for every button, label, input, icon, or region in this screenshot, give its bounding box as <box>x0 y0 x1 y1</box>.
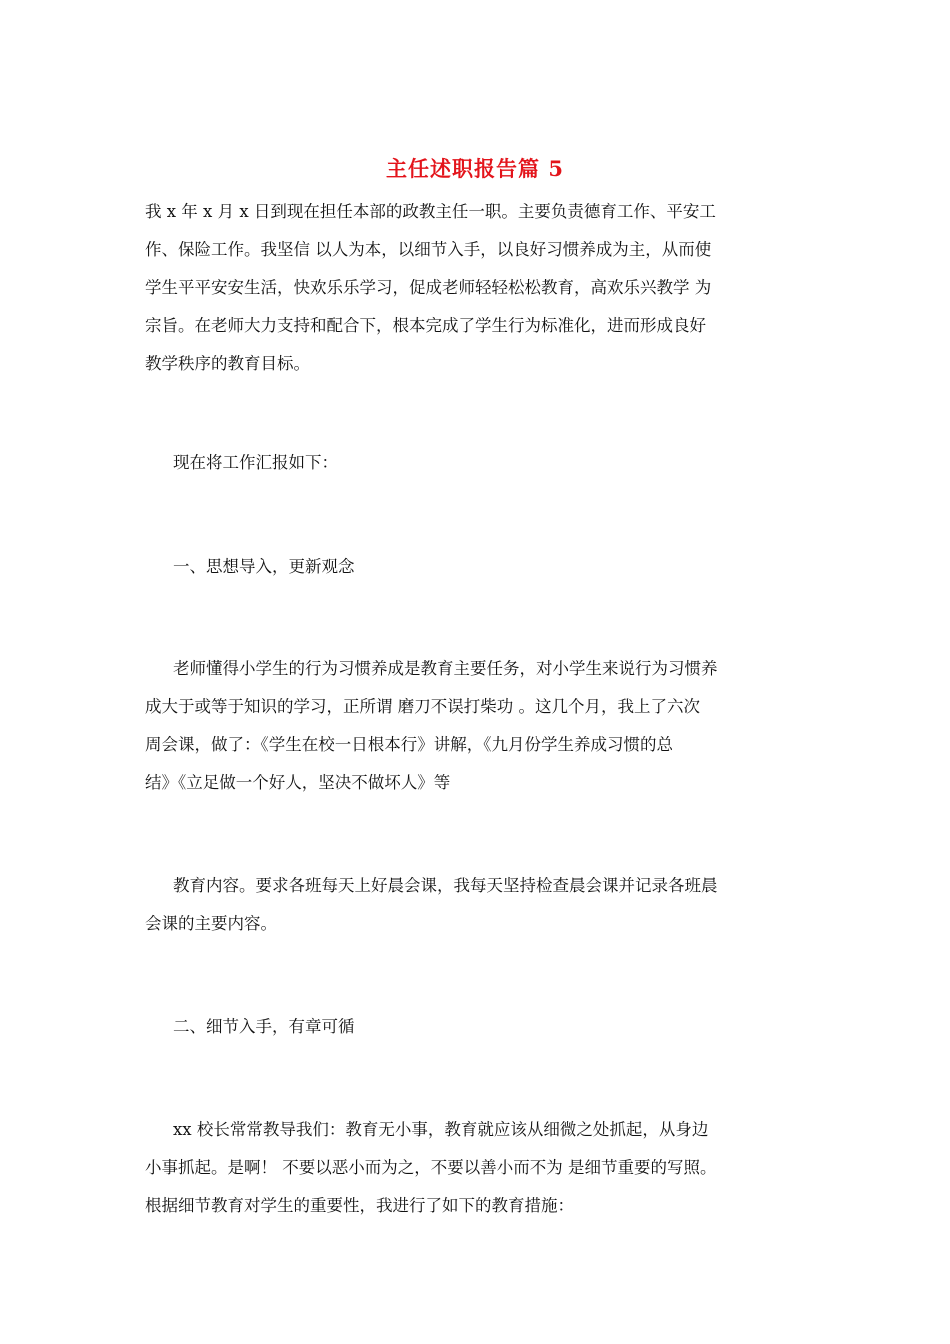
text-line: 我 x 年 x 月 x 日到现在担任本部的政教主任一职。主要负责德育工作、平安工 <box>145 202 716 221</box>
document-title: 主任述职报告篇 5 <box>386 156 564 181</box>
text-line: 老师懂得小学生的行为习惯养成是教育主要任务，对小学生来说行为习惯养 <box>173 659 718 678</box>
text-line: 宗旨。在老师大力支持和配合下，根本完成了学生行为标准化，进而形成良好 <box>145 316 706 335</box>
text-line: 成大于或等于知识的学习，正所谓 磨刀不误打柴功 。这几个月，我上了六次 <box>145 697 700 716</box>
paragraph-education-content <box>145 867 810 943</box>
text-line: 结》《立足做一个好人，坚决不做坏人》等 <box>145 773 451 792</box>
text-line: 教学秩序的教育目标。 <box>145 354 310 373</box>
text-line: 根据细节教育对学生的重要性，我进行了如下的教育措施： <box>145 1196 574 1215</box>
paragraph-intro <box>145 193 810 383</box>
text-line: xx 校长常常教导我们：教育无小事，教育就应该从细微之处抓起，从身边 <box>173 1120 709 1139</box>
text-line: 教育内容。要求各班每天上好晨会课，我每天坚持检查晨会课并记录各班晨 <box>173 876 718 895</box>
text-line: 一、思想导入，更新观念 <box>173 557 355 576</box>
text-line: 会课的主要内容。 <box>145 914 277 933</box>
text-line: 现在将工作汇报如下： <box>173 453 338 472</box>
text-line: 二、细节入手，有章可循 <box>173 1017 355 1036</box>
text-line: 作、保险工作。我坚信 以人为本，以细节入手，以良好习惯养成为主，从而使 <box>145 240 712 259</box>
section-heading-1 <box>145 548 810 586</box>
paragraph-section-2 <box>145 1111 810 1225</box>
text-line: 小事抓起。是啊！ 不要以恶小而为之，不要以善小而不为 是细节重要的写照。 <box>145 1158 717 1177</box>
paragraph-section-1 <box>145 650 810 802</box>
paragraph-report-lead <box>145 444 810 482</box>
section-heading-2 <box>145 1008 810 1046</box>
text-line: 周会课，做了：《学生在校一日根本行》讲解，《九月份学生养成习惯的总 <box>145 735 673 754</box>
text-line: 学生平平安安生活，快欢乐乐学习，促成老师轻轻松松教育，高欢乐兴教学 为 <box>145 278 712 297</box>
